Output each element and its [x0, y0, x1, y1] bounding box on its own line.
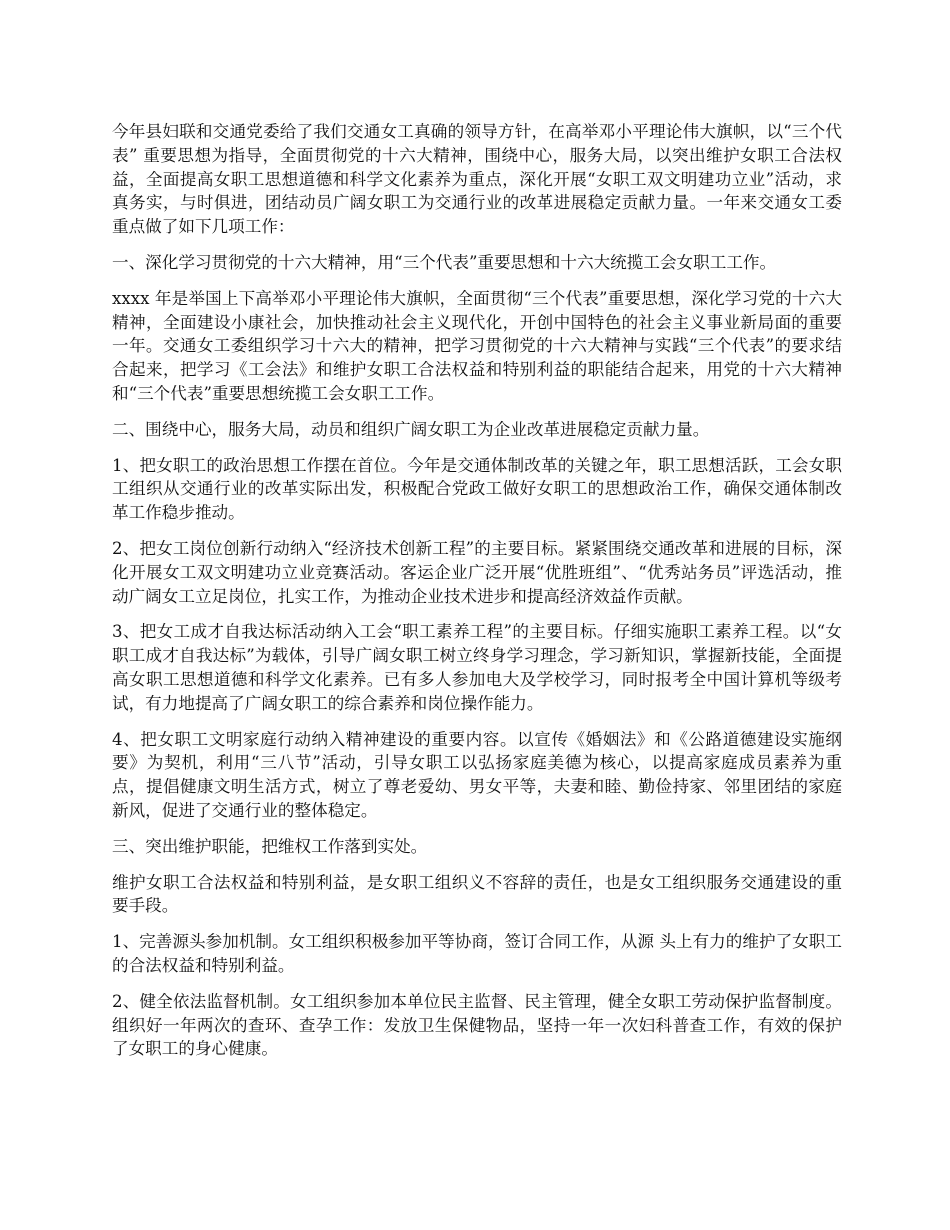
- section-heading-3: 三、突出维护职能，把维权工作落到实处。: [112, 836, 428, 856]
- section-heading-2: 二、围绕中心，服务大局，动员和组织广阔女职工为企业改革进展稳定贡献力量。: [112, 419, 710, 439]
- section-2-item-4: 4、把女职工文明家庭行动纳入精神建设的重要内容。以宣传《婚姻法》和《公路道德建设实施纲要》为契机，利用“三八节”活动，引导女职工以弘扬家庭美德为核心，以提高家庭成员素养为重点，提倡健康文明生活方式，树立了尊老爱幼、男女平等，夫妻和睦、勤俭持家、邻里团结的家庭新风，促进了交通行业的整体稳定。: [112, 729, 842, 820]
- section-3-item-1: 1、完善源头参加机制。女工组织积极参加平等协商，签订合同工作，从源 头上有力的维护了女职工的合法权益和特别利益。: [112, 932, 842, 975]
- intro-paragraph: 今年县妇联和交通党委给了我们交通女工真确的领导方针，在高举邓小平理论伟大旗帜，以“三个代表” 重要思想为指导，全面贯彻党的十六大精神，围绕中心，服务大局，以突出维护女职工合法权益，全面提高女职工思想道德和科学文化素养为重点，深化开展“女职工双文明建功立业”活动，求真务实，与时俱进，团结动员广阔女职工为交通行业的改革进展稳定贡献力量。一年来交通女工委重点做了如下几项工作：: [112, 122, 842, 237]
- section-heading-1: 一、深化学习贯彻党的十六大精神，用“三个代表”重要思想和十六大统揽工会女职工工作。: [112, 252, 777, 272]
- section-3-item-2: 2、健全依法监督机制。女工组织参加本单位民主监督、民主管理，健全女职工劳动保护监督制度。组织好一年两次的查环、查孕工作：发放卫生保健物品，坚持一年一次妇科普查工作，有效的保护了女职工的身心健康。: [112, 991, 842, 1059]
- section-1-paragraph: xxxx 年是举国上下高举邓小平理论伟大旗帜，全面贯彻“三个代表”重要思想，深化学习党的十六大精神，全面建设小康社会，加快推动社会主义现代化，开创中国特色的社会主义事业新局面的重要一年。交通女工委组织学习十六大的精神，把学习贯彻党的十六大精神与实践“三个代表”的要求结合起来，把学习《工会法》和维护女职工合法权益和特别利益的职能结合起来，用党的十六大精神和“三个代表”重要思想统揽工会女职工工作。: [112, 288, 842, 403]
- section-2-item-3: 3、把女工成才自我达标活动纳入工会“职工素养工程”的主要目标。仔细实施职工素养工程。以“女职工成才自我达标”为载体，引导广阔女职工树立终身学习理念，学习新知识，掌握新技能，全面提高女职工思想道德和科学文化素养。已有多人参加电大及学校学习，同时报考全中国计算机等级考试，有力地提高了广阔女职工的综合素养和岗位操作能力。: [112, 622, 842, 713]
- section-2-item-2: 2、把女工岗位创新行动纳入“经济技术创新工程”的主要目标。紧紧围绕交通改革和进展的目标，深化开展女工双文明建功立业竞赛活动。客运企业广泛开展“优胜班组”、“优秀站务员”评选活动，推动广阔女工立足岗位，扎实工作，为推动企业技术进步和提高经济效益作贡献。: [112, 538, 842, 606]
- section-2-item-1: 1、把女职工的政治思想工作摆在首位。今年是交通体制改革的关键之年，职工思想活跃，工会女职工组织从交通行业的改革实际出发，积极配合党政工做好女职工的思想政治工作，确保交通体制改革工作稳步推动。: [112, 455, 842, 523]
- document-body: [112, 120, 842, 1073]
- section-3-intro: 维护女职工合法权益和特别利益，是女职工组织义不容辞的责任，也是女工组织服务交通建设的重要手段。: [112, 872, 842, 916]
